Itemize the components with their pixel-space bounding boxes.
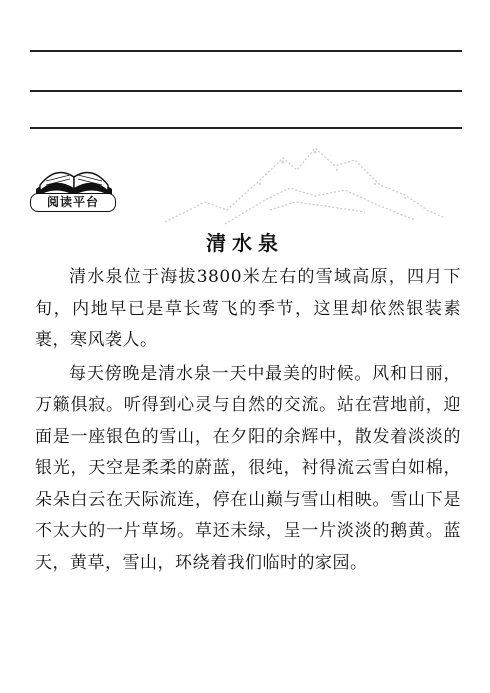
mountain-decoration <box>165 140 445 230</box>
article-title: 清水泉 <box>206 231 284 255</box>
paragraph-2: 每天傍晚是清水泉一天中最美的时候。风和日丽，万籁俱寂。听得到心灵与自然的交流。站在营地前，迎面是一座银色的雪山，在夕阳的余辉中，散发着淡淡的银光，天空是柔柔的蔚蓝，很纯，衬得流云雪白如棉，朵朵白云在天际流连，停在山巅与雪山相映。雪山下是不太大的一片草场。草还未绿，呈一片淡淡的鹅黄。蓝天，黄草，雪山，环绕着我们临时的家园。 <box>35 363 461 573</box>
writing-line-1 <box>30 50 462 52</box>
writing-line-3 <box>30 127 462 129</box>
paragraph-1: 清水泉位于海拔3800米左右的雪域高原，四月下旬，内地早已是草长莺飞的季节，这里却依然银装素裹，寒风袭人。 <box>35 267 461 350</box>
article-body <box>35 262 461 581</box>
badge-label: 阅读平台 <box>30 193 116 212</box>
writing-line-2 <box>30 90 462 92</box>
